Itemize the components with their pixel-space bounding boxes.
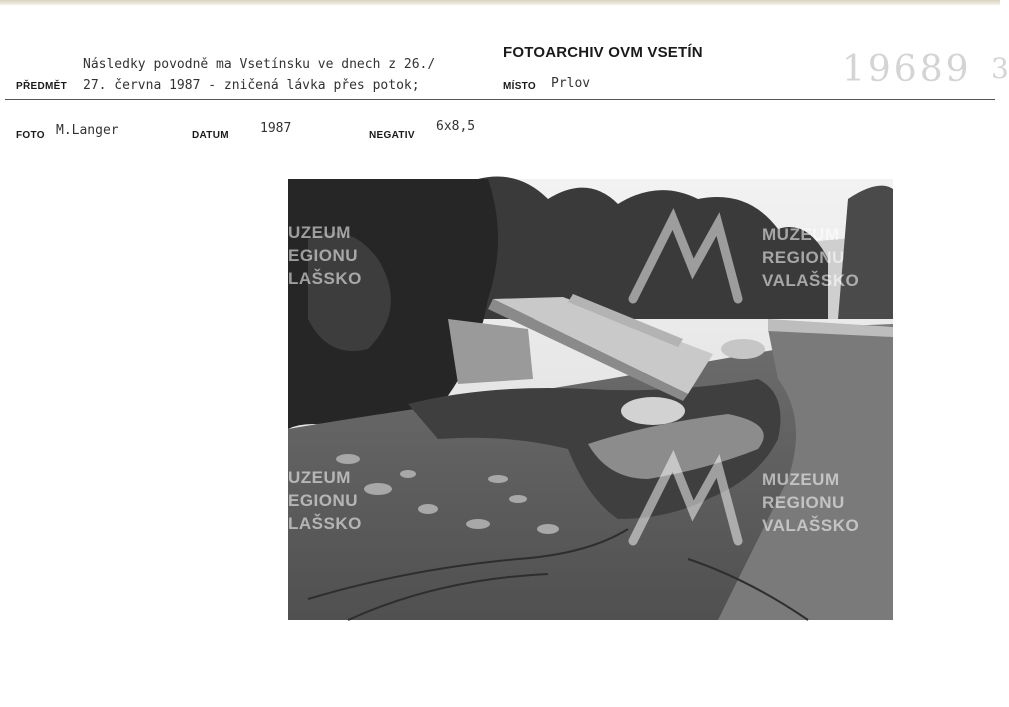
- negative-label: NEGATIV: [369, 130, 415, 141]
- museum-logo-watermark-top: [628, 209, 758, 309]
- date-value: 1987: [260, 121, 292, 136]
- watermark-top-right: MUZEUM REGIONU VALAŠSKO: [762, 225, 860, 290]
- photographer-label: FOTO: [16, 130, 45, 141]
- archive-photograph: [288, 179, 893, 620]
- document-number-cut-digit: 3: [991, 52, 1009, 85]
- bridge-abutment: [448, 319, 533, 384]
- subject-text-line-1: Následky povodně ma Vsetínsku ve dnech z 26./: [83, 57, 436, 72]
- header-divider: [5, 99, 995, 100]
- photographer-value: M.Langer: [56, 123, 119, 138]
- date-label: DATUM: [192, 130, 229, 141]
- subject-text-line-2: 27. června 1987 - zničená lávka přes potok;: [83, 78, 420, 93]
- archive-title: FOTOARCHIV OVM VSETÍN: [503, 44, 703, 61]
- top-paper-edge: [0, 0, 1000, 5]
- watermark-bottom-left: UZEUM EGIONU LAŠSKO: [288, 468, 362, 533]
- place-label: MÍSTO: [503, 81, 536, 92]
- watermark-bottom-right: MUZEUM REGIONU VALAŠSKO: [762, 470, 860, 535]
- place-value: Prlov: [551, 76, 591, 91]
- subject-label: PŘEDMĚT: [16, 81, 67, 92]
- rubble-block: [721, 339, 765, 359]
- concrete-rubble: [621, 397, 685, 425]
- negative-value: 6x8,5: [436, 119, 476, 134]
- document-number-stamp: 19689: [842, 49, 972, 90]
- museum-logo-watermark-bottom: [628, 451, 758, 551]
- watermark-top-left: UZEUM EGIONU LAŠSKO: [288, 223, 362, 288]
